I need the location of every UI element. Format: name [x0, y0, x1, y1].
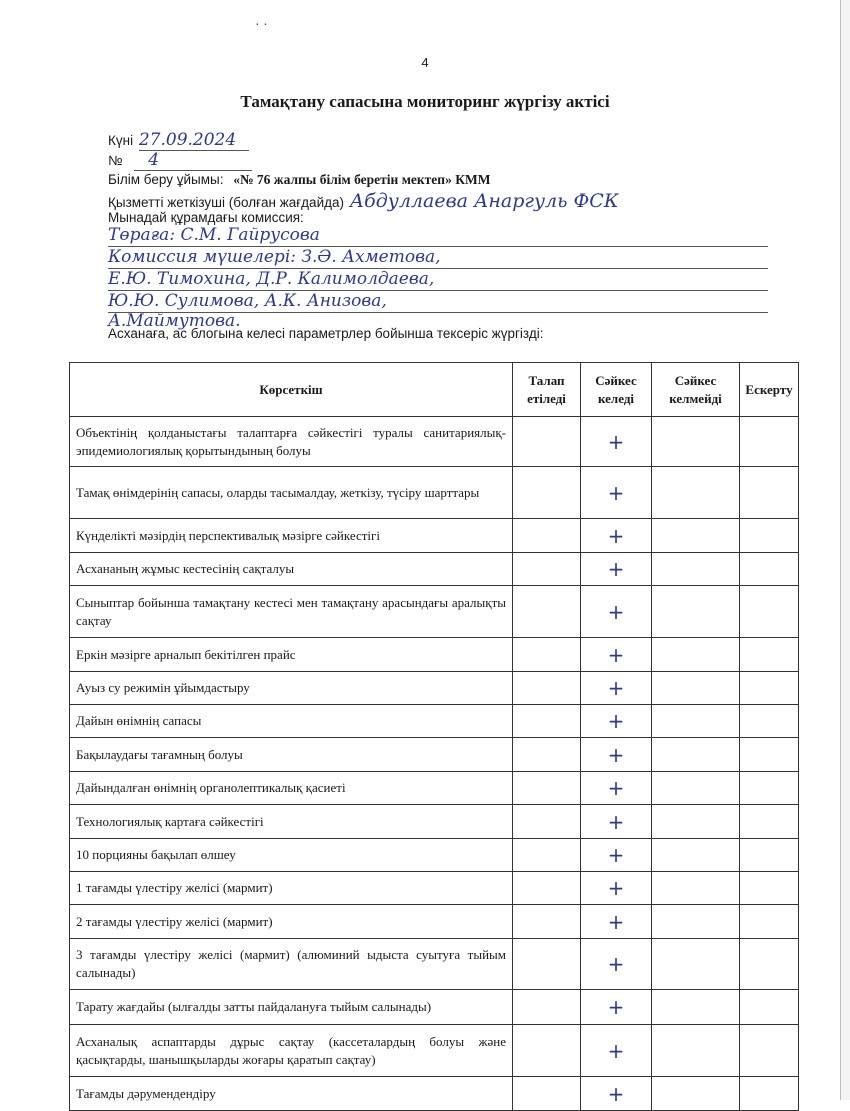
- compliant-cell: +: [581, 738, 652, 772]
- organization-label: Білім беру ұйымы:: [108, 172, 224, 187]
- required-cell: [513, 553, 581, 586]
- indicator-cell: Сыныптар бойынша тамақтану кестесі мен тамақтану арасындағы аралықты сақтау: [70, 586, 513, 638]
- indicator-cell: Ауыз су режимін ұйымдастыру: [70, 672, 513, 705]
- note-cell: [740, 1025, 799, 1077]
- table-header-row: [70, 363, 799, 417]
- noncompliant-cell: [652, 872, 740, 905]
- note-cell: [740, 467, 799, 519]
- noncompliant-cell: [652, 1025, 740, 1077]
- table-row: [70, 1025, 799, 1077]
- table-row: [70, 519, 799, 553]
- note-cell: [740, 905, 799, 939]
- date-value: 27.09.2024: [139, 130, 249, 151]
- compliant-cell: +: [581, 805, 652, 839]
- col-noncompliant-header: Сәйкес келмейді: [652, 363, 740, 417]
- note-cell: [740, 672, 799, 705]
- note-cell: [740, 990, 799, 1025]
- compliant-cell: +: [581, 467, 652, 519]
- col-indicator-header: Көрсеткіш: [70, 363, 513, 417]
- required-cell: [513, 839, 581, 872]
- indicator-cell: Тарату жағдайы (ылғалды затты пайдалануға тыйым салынады): [70, 990, 513, 1025]
- note-cell: [740, 417, 799, 467]
- required-cell: [513, 638, 581, 672]
- table-row: [70, 417, 799, 467]
- note-cell: [740, 1077, 799, 1111]
- table-row: [70, 772, 799, 805]
- noncompliant-cell: [652, 939, 740, 990]
- indicator-cell: Тағамды дәрумендендіру: [70, 1077, 513, 1111]
- compliant-cell: +: [581, 553, 652, 586]
- required-cell: [513, 705, 581, 738]
- required-cell: [513, 905, 581, 939]
- note-cell: [740, 939, 799, 990]
- stray-marks: · ·: [255, 18, 268, 33]
- commission-line-text: Комиссия мүшелері: З.Ә. Ахметова,: [108, 247, 441, 267]
- table-row: [70, 467, 799, 519]
- table-row: [70, 738, 799, 772]
- compliant-cell: +: [581, 1077, 652, 1111]
- commission-line-text: Е.Ю. Тимохина, Д.Р. Калимолдаева,: [108, 269, 435, 289]
- noncompliant-cell: [652, 705, 740, 738]
- supplier-value: Абдуллаева Анаргуль ФСК: [349, 190, 619, 212]
- table-row: [70, 905, 799, 939]
- commission-line: [108, 246, 768, 269]
- page-number: 4: [421, 55, 429, 70]
- table-row: [70, 638, 799, 672]
- indicator-cell: Асхананың жұмыс кестесінің сақталуы: [70, 553, 513, 586]
- compliant-cell: +: [581, 939, 652, 990]
- note-cell: [740, 586, 799, 638]
- note-cell: [740, 839, 799, 872]
- noncompliant-cell: [652, 467, 740, 519]
- commission-line-text: А.Маймутова.: [108, 311, 241, 331]
- compliant-cell: +: [581, 990, 652, 1025]
- indicator-cell: 3 тағамды үлестіру желісі (мармит) (алюминий ыдыста суытуға тыйым салынады): [70, 939, 513, 990]
- indicator-cell: Бақылаудағы тағамның болуы: [70, 738, 513, 772]
- indicator-cell: 10 порцияны бақылап өлшеу: [70, 839, 513, 872]
- date-label: Күні: [108, 133, 134, 148]
- table-row: [70, 672, 799, 705]
- noncompliant-cell: [652, 553, 740, 586]
- indicator-cell: Дайындалған өнімнің органолептикалық қасиеті: [70, 772, 513, 805]
- note-cell: [740, 553, 799, 586]
- required-cell: [513, 1025, 581, 1077]
- required-cell: [513, 805, 581, 839]
- required-cell: [513, 872, 581, 905]
- compliant-cell: +: [581, 705, 652, 738]
- indicator-cell: Күнделікті мәзірдің перспективалық мәзірге сәйкестігі: [70, 519, 513, 553]
- table-row: [70, 586, 799, 638]
- col-compliant-header: Сәйкес келеді: [581, 363, 652, 417]
- compliant-cell: +: [581, 638, 652, 672]
- commission-line: [108, 224, 768, 247]
- number-label: №: [108, 153, 123, 168]
- noncompliant-cell: [652, 738, 740, 772]
- number-value: 4: [134, 150, 252, 171]
- required-cell: [513, 519, 581, 553]
- supplier-row: [108, 190, 619, 212]
- table-row: [70, 553, 799, 586]
- col-note-header: Ескерту: [740, 363, 799, 417]
- table-row: [70, 1077, 799, 1111]
- noncompliant-cell: [652, 805, 740, 839]
- indicator-cell: Объектінің қолданыстағы талаптарға сәйкестігі туралы санитариялық-эпидемиологиялық қорытындының болуы: [70, 417, 513, 467]
- noncompliant-cell: [652, 772, 740, 805]
- compliant-cell: +: [581, 417, 652, 467]
- supplier-label: Қызметті жеткізуші (болған жағдайда): [108, 195, 344, 210]
- compliant-cell: +: [581, 872, 652, 905]
- note-cell: [740, 872, 799, 905]
- compliant-cell: +: [581, 772, 652, 805]
- organization-value: «№ 76 жалпы білім беретін мектеп» КММ: [233, 172, 491, 187]
- number-row: [108, 150, 252, 171]
- note-cell: [740, 519, 799, 553]
- required-cell: [513, 990, 581, 1025]
- required-cell: [513, 417, 581, 467]
- note-cell: [740, 638, 799, 672]
- required-cell: [513, 672, 581, 705]
- required-cell: [513, 467, 581, 519]
- noncompliant-cell: [652, 417, 740, 467]
- note-cell: [740, 772, 799, 805]
- required-cell: [513, 738, 581, 772]
- compliant-cell: +: [581, 1025, 652, 1077]
- table-row: [70, 805, 799, 839]
- commission-line-text: Төраға: С.М. Гайрусова: [108, 225, 320, 245]
- organization-row: [108, 172, 490, 188]
- noncompliant-cell: [652, 905, 740, 939]
- required-cell: [513, 939, 581, 990]
- indicator-cell: Тамақ өнімдерінің сапасы, оларды тасымалдау, жеткізу, түсіру шарттары: [70, 467, 513, 519]
- inspection-text: Асханаға, ас блогына келесі параметрлер бойынша тексеріс жүргізді:: [108, 326, 544, 341]
- indicator-cell: Асханалық аспаптарды дұрыс сақтау (кассеталардың болуы және қасықтарды, шанышқыларды жоғары қаратып сақтау): [70, 1025, 513, 1077]
- noncompliant-cell: [652, 586, 740, 638]
- compliant-cell: +: [581, 905, 652, 939]
- indicator-cell: 1 тағамды үлестіру желісі (мармит): [70, 872, 513, 905]
- required-cell: [513, 586, 581, 638]
- required-cell: [513, 772, 581, 805]
- commission-line-text: Ю.Ю. Сулимова, А.К. Анизова,: [108, 291, 387, 311]
- noncompliant-cell: [652, 638, 740, 672]
- col-required-header: Талап етіледі: [513, 363, 581, 417]
- table-row: [70, 839, 799, 872]
- compliant-cell: +: [581, 672, 652, 705]
- noncompliant-cell: [652, 1077, 740, 1111]
- monitoring-table: [69, 362, 799, 1111]
- table-row: [70, 990, 799, 1025]
- compliant-cell: +: [581, 586, 652, 638]
- table-row: [70, 705, 799, 738]
- compliant-cell: +: [581, 519, 652, 553]
- noncompliant-cell: [652, 519, 740, 553]
- note-cell: [740, 805, 799, 839]
- note-cell: [740, 738, 799, 772]
- noncompliant-cell: [652, 839, 740, 872]
- indicator-cell: Технологиялық картаға сәйкестігі: [70, 805, 513, 839]
- table-row: [70, 939, 799, 990]
- noncompliant-cell: [652, 672, 740, 705]
- note-cell: [740, 705, 799, 738]
- indicator-cell: 2 тағамды үлестіру желісі (мармит): [70, 905, 513, 939]
- commission-label: Мынадай құрамдағы комиссия:: [108, 210, 304, 225]
- indicator-cell: Дайын өнімнің сапасы: [70, 705, 513, 738]
- compliant-cell: +: [581, 839, 652, 872]
- scan-edge: [840, 0, 850, 1100]
- indicator-cell: Еркін мәзірге арналып бекітілген прайс: [70, 638, 513, 672]
- date-row: [108, 130, 249, 151]
- commission-line: [108, 268, 768, 291]
- document-title: Тамақтану сапасына мониторинг жүргізу актісі: [240, 92, 610, 111]
- required-cell: [513, 1077, 581, 1111]
- noncompliant-cell: [652, 990, 740, 1025]
- table-row: [70, 872, 799, 905]
